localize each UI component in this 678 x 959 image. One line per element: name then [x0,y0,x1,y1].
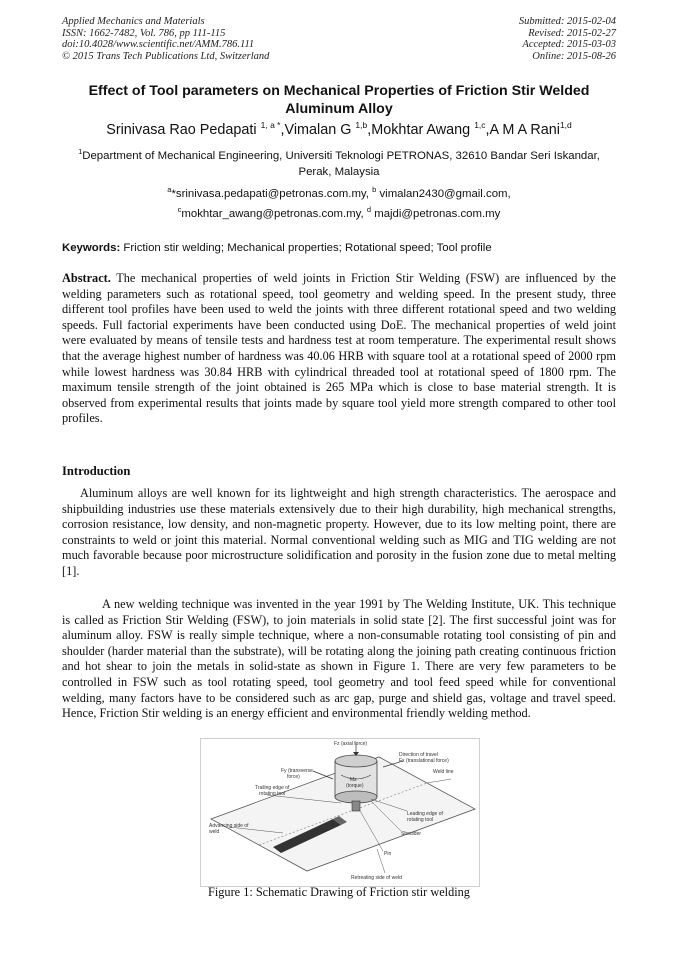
affiliation [62,148,616,180]
email-mark: a [167,185,172,194]
online-date: Online: 2015-08-26 [532,50,616,62]
label-axial-force: Fz (axial force) [334,741,368,747]
author-affil-mark: 1,b [355,120,368,130]
email-link[interactable]: *srinivasa.pedapati@petronas.com.my, [171,188,369,200]
label-transverse-force-2: force) [287,774,300,780]
intro-paragraph-1: Aluminum alloys are well known for its lightweight and high strength characteristics. The aerospace and shipbuilding industries use these materials extensively due to their high durability, high mechanical strengths, corrosion resistance, low density, and non-magnetic property. However, due to its low melting point, there are constraints to weld or joint this material. Normal conventional welding such as MIG and TIG welding are not much favorable because poor microstructure solidification and porosity in the fusion zone due to metal melting [1]. [62,486,616,578]
abstract [62,271,616,427]
email-link[interactable]: mokhtar_awang@petronas.com.my, [181,208,364,220]
affiliation-text: Department of Mechanical Engineering, Universiti Teknologi PETRONAS, 32610 Bandar Seri Iskandar, Perak, Malaysia [82,150,600,178]
fsw-schematic-drawing [201,739,479,886]
accepted-date: Accepted: 2015-03-03 [522,39,616,50]
submitted-date: Submitted: 2015-02-04 [518,16,616,27]
figure-1-fsw-schematic [200,738,480,887]
journal-name: Applied Mechanics and Materials [62,16,205,27]
label-transverse-force: Fy (transverse [281,768,313,774]
copyright-line: © 2015 Trans Tech Publications Ltd, Switzerland [62,50,270,62]
email-link[interactable]: majdi@petronas.com.my [374,208,501,220]
pin [352,801,360,811]
label-torque: (torque) [346,783,364,789]
author-name: Vimalan G [284,122,352,138]
label-advancing-side: Advancing side of [209,823,249,829]
intro-paragraph-2: A new welding technique was invented in the year 1991 by The Welding Institute, UK. This technique is called as Friction Stir Welding (FSW), to join materials in solid state [2]. The first successful joint was for aluminum alloy. FSW is really simple technique, where a non-consumable rotating tool consisting of pin and shoulder (harder material than the substrate), will be rotating along the joining path creating continuous friction and hot shear to join the metals in solid-state as shown in Figure 1. There are very few parameters to be controlled in FSW such as tool rotating speed, tool geometry and tool feed speed while for conventional welding, many factors have to be considered such as arc gap, purge and shield gas, voltage and travel speed. Hence, Friction Stir welding is an energy efficient and environmental friendly welding method. [62,597,616,721]
email-link[interactable]: vimalan2430@gmail.com, [379,188,511,200]
label-leading-edge-2: rotating tool [407,817,434,823]
label-weld-line: Weld line [433,769,454,775]
author-name: Mokhtar Awang [371,122,471,138]
abstract-label: Abstract. [62,271,111,285]
author-list: Srinivasa Rao Pedapati $^{1, a *}$,Vimalan G $^{1,b}$,Mokhtar Awang $^{1,c}$,A M A Rani$^{1,d}$ [106,120,572,138]
label-translational-force: Fx (translational force) [399,758,449,764]
email-mark: d [366,205,372,214]
keywords-text: Friction stir welding; Mechanical properties; Rotational speed; Tool profile [123,242,492,254]
introduction-heading: Introduction [62,464,131,478]
issn-line: ISSN: 1662-7482, Vol. 786, pp 111-115 [62,27,226,39]
figure-1-caption: Figure 1: Schematic Drawing of Friction stir welding [208,885,470,899]
author-affil-mark: 1,c [474,120,486,130]
keywords [62,240,616,256]
label-pin: Pin [384,851,392,857]
abstract-text: The mechanical properties of weld joints in Friction Stir Welding (FSW) are influenced by the welding parameters such as rotational speed, tool geometry and welding speed. In the present study, three different tool profiles have been used to weld the joints with three different rotational speed and two welding speeds. Full factorial experiments have been conducted using DoE. The mechanical properties of weld joint were evaluated by means of tensile tests and hardness test at room temperature. The experimental result shows that the average highest number of hardness was 40.06 HRB with square tool at a rotational speed of 2000 rpm while lowest hardness was 30.84 HRB with cylindrical threaded tool at rotational speed of 1800 rpm. The maximum tensile strength of the joint obtained is 265 MPa which is close to base material strength. It is observed from experimental results that joints made by square tool yield more strength compared to other tool profiles. [62,271,616,426]
label-leading-edge: Leading edge of [407,811,443,817]
author-affil-mark: 1, a * [260,120,281,130]
submission-dates [519,16,616,62]
label-retreating-side: Retreating side of weld [351,875,402,881]
email-list [62,184,616,224]
doi-line: doi:10.4028/www.scientific.net/AMM.786.111 [62,39,255,50]
tool-top [335,755,377,767]
label-direction: Direction of travel [399,752,438,758]
journal-info [62,16,269,62]
label-mz: Mz [350,777,357,783]
label-advancing-side-2: weld [209,829,220,835]
author-affil-mark: 1,d [559,120,572,130]
label-trailing-edge: Trailing edge of [255,785,290,791]
paper-title: Effect of Tool parameters on Mechanical Properties of Friction Stir Welded Aluminum Alloy [88,83,590,117]
weld-line-leader [427,779,451,783]
author-name: Srinivasa Rao Pedapati [106,122,257,138]
label-shoulder: Shoulder [401,831,422,837]
email-mark: b [372,185,377,194]
label-trailing-edge-2: rotating tool [259,791,286,797]
author-name: A M A Rani [489,122,560,138]
revised-date: Revised: 2015-02-27 [528,27,616,39]
keywords-label: Keywords: [62,242,121,254]
email-mark: c [177,205,182,214]
affiliation-mark: 1 [78,147,83,156]
